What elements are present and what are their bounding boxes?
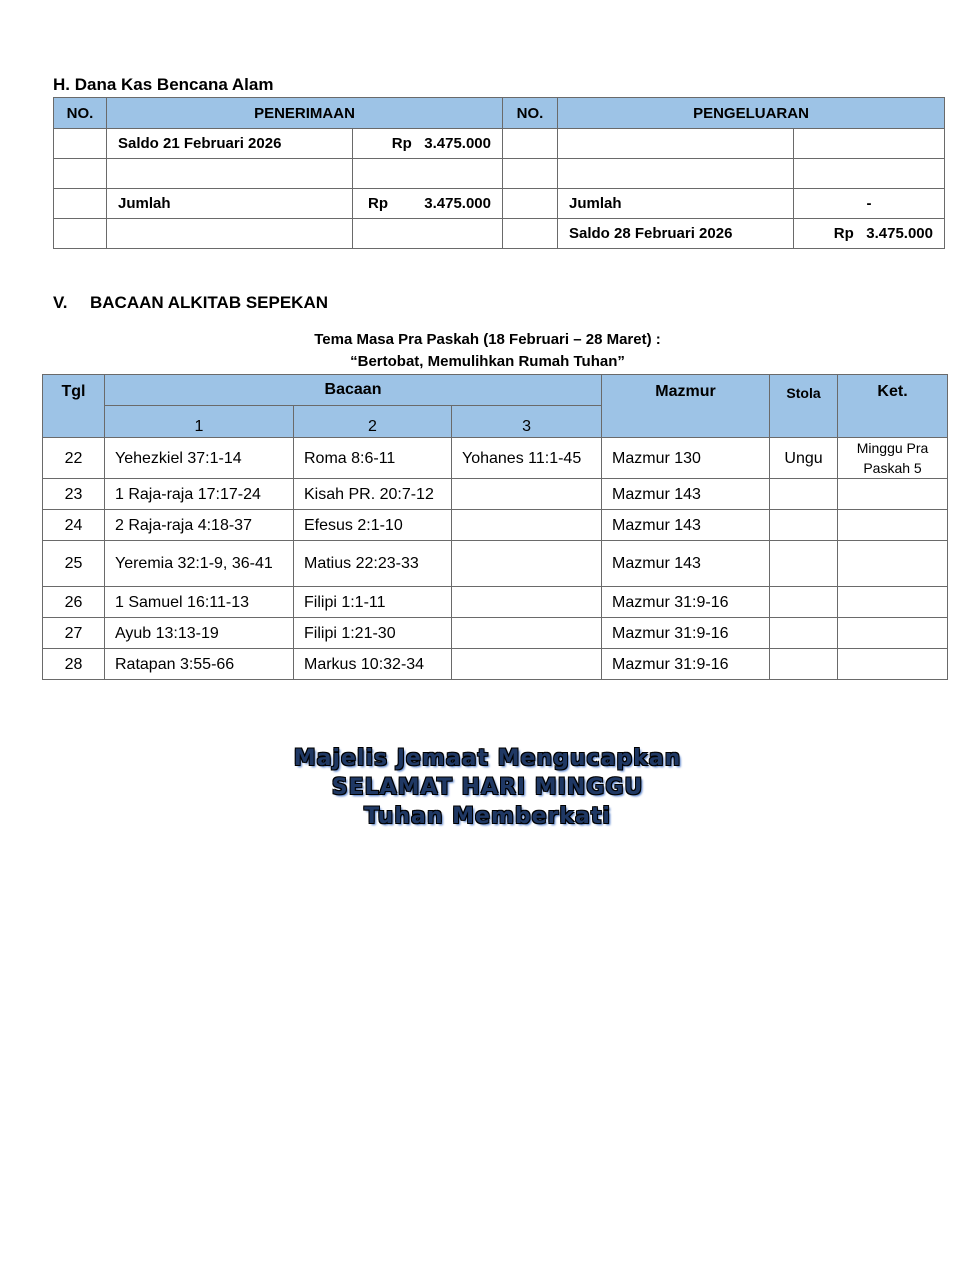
kas-row-balance <box>54 219 945 249</box>
expense-amount <box>794 159 945 189</box>
closing-balance-label: Saldo 28 Februari 2026 <box>558 219 794 249</box>
kas-no <box>54 129 107 159</box>
kas-no <box>54 219 107 249</box>
reading-3 <box>452 479 602 510</box>
reading-note: Minggu Pra Paskah 5 <box>838 438 948 479</box>
header-no-expenses: NO. <box>503 98 558 129</box>
section-v-title <box>53 293 328 313</box>
closing-balance-rp: Rp <box>833 225 854 242</box>
expense-label <box>558 159 794 189</box>
kas-no <box>54 159 107 189</box>
receipt-amount <box>353 159 503 189</box>
receipt-rp: Rp <box>391 135 412 152</box>
reading-2: Filipi 1:21-30 <box>294 618 452 649</box>
closing-line-2: SELAMAT HARI MINGGU <box>331 775 644 800</box>
header-ket: Ket. <box>838 375 948 438</box>
reading-row <box>43 479 948 510</box>
closing-line-3: Tuhan Memberkati <box>364 804 611 829</box>
expense-label <box>558 129 794 159</box>
reading-row <box>43 587 948 618</box>
header-no-receipts: NO. <box>54 98 107 129</box>
kas-row <box>54 159 945 189</box>
reading-header-row <box>43 375 948 406</box>
reading-date: 26 <box>43 587 105 618</box>
reading-stola <box>770 479 838 510</box>
reading-3 <box>452 510 602 541</box>
receipt-label <box>107 219 353 249</box>
receipt-total-value: 3.475.000 <box>424 195 491 212</box>
reading-3 <box>452 618 602 649</box>
reading-psalm: Mazmur 143 <box>602 541 770 587</box>
reading-stola <box>770 618 838 649</box>
reading-date: 23 <box>43 479 105 510</box>
reading-stola <box>770 541 838 587</box>
receipt-amount <box>353 129 503 159</box>
section-h-title: H. Dana Kas Bencana Alam <box>53 75 274 94</box>
section-v-title-text: BACAAN ALKITAB SEPEKAN <box>90 293 328 312</box>
reading-3: Yohanes 11:1-45 <box>452 438 602 479</box>
reading-2: Kisah PR. 20:7-12 <box>294 479 452 510</box>
reading-note <box>838 479 948 510</box>
theme-line-2: “Bertobat, Memulihkan Rumah Tuhan” <box>350 353 625 370</box>
receipt-total-label: Jumlah <box>107 189 353 219</box>
receipt-label <box>107 159 353 189</box>
reading-date: 25 <box>43 541 105 587</box>
reading-stola <box>770 587 838 618</box>
reading-1: Yeremia 32:1-9, 36-41 <box>105 541 294 587</box>
header-stola: Stola <box>770 375 838 438</box>
reading-3 <box>452 649 602 680</box>
reading-date: 27 <box>43 618 105 649</box>
receipt-total-rp: Rp <box>368 195 388 212</box>
reading-note <box>838 510 948 541</box>
expense-total-amount: - <box>794 189 945 219</box>
receipt-amount <box>353 219 503 249</box>
kas-header-row <box>54 98 945 129</box>
reading-row <box>43 618 948 649</box>
reading-1: 1 Raja-raja 17:17-24 <box>105 479 294 510</box>
reading-psalm: Mazmur 31:9-16 <box>602 618 770 649</box>
header-tgl: Tgl <box>43 375 105 438</box>
kas-row <box>54 129 945 159</box>
reading-psalm: Mazmur 31:9-16 <box>602 587 770 618</box>
reading-psalm: Mazmur 31:9-16 <box>602 649 770 680</box>
receipt-label: Saldo 21 Februari 2026 <box>107 129 353 159</box>
reading-psalm: Mazmur 143 <box>602 510 770 541</box>
closing-greeting <box>0 744 975 831</box>
header-expenses: PENGELUARAN <box>558 98 945 129</box>
reading-1: 2 Raja-raja 4:18-37 <box>105 510 294 541</box>
kas-row-total <box>54 189 945 219</box>
closing-line-1: Majelis Jemaat Mengucapkan <box>293 746 682 771</box>
reading-2: Markus 10:32-34 <box>294 649 452 680</box>
reading-stola <box>770 510 838 541</box>
theme-block <box>0 329 975 373</box>
receipt-total-amount <box>353 189 503 219</box>
disaster-fund-table <box>53 97 945 249</box>
reading-date: 24 <box>43 510 105 541</box>
header-bacaan-2: 2 <box>294 406 452 438</box>
reading-1: Yehezkiel 37:1-14 <box>105 438 294 479</box>
reading-2: Roma 8:6-11 <box>294 438 452 479</box>
header-bacaan-1: 1 <box>105 406 294 438</box>
expense-total-label: Jumlah <box>558 189 794 219</box>
reading-1: 1 Samuel 16:11-13 <box>105 587 294 618</box>
theme-line-1: Tema Masa Pra Paskah (18 Februari – 28 Maret) : <box>314 331 661 348</box>
reading-3 <box>452 541 602 587</box>
kas-no2 <box>503 159 558 189</box>
section-v-number: V. <box>53 293 68 312</box>
reading-2: Efesus 2:1-10 <box>294 510 452 541</box>
reading-1: Ayub 13:13-19 <box>105 618 294 649</box>
reading-row <box>43 649 948 680</box>
reading-note <box>838 587 948 618</box>
reading-note <box>838 618 948 649</box>
reading-1: Ratapan 3:55-66 <box>105 649 294 680</box>
reading-note <box>838 649 948 680</box>
kas-no2 <box>503 129 558 159</box>
kas-no2 <box>503 189 558 219</box>
reading-psalm: Mazmur 130 <box>602 438 770 479</box>
expense-amount <box>794 129 945 159</box>
reading-row <box>43 510 948 541</box>
reading-2: Matius 22:23-33 <box>294 541 452 587</box>
closing-balance-amount <box>794 219 945 249</box>
reading-date: 28 <box>43 649 105 680</box>
reading-psalm: Mazmur 143 <box>602 479 770 510</box>
receipt-value: 3.475.000 <box>424 135 491 152</box>
reading-3 <box>452 587 602 618</box>
reading-row <box>43 438 948 479</box>
reading-date: 22 <box>43 438 105 479</box>
kas-no <box>54 189 107 219</box>
header-bacaan-3: 3 <box>452 406 602 438</box>
kas-no2 <box>503 219 558 249</box>
header-receipts: PENERIMAAN <box>107 98 503 129</box>
reading-stola: Ungu <box>770 438 838 479</box>
header-mazmur: Mazmur <box>602 375 770 438</box>
header-bacaan: Bacaan <box>105 375 602 406</box>
closing-balance-value: 3.475.000 <box>866 225 933 242</box>
reading-stola <box>770 649 838 680</box>
bible-reading-table <box>42 374 948 680</box>
reading-note <box>838 541 948 587</box>
reading-2: Filipi 1:1-11 <box>294 587 452 618</box>
reading-row <box>43 541 948 587</box>
